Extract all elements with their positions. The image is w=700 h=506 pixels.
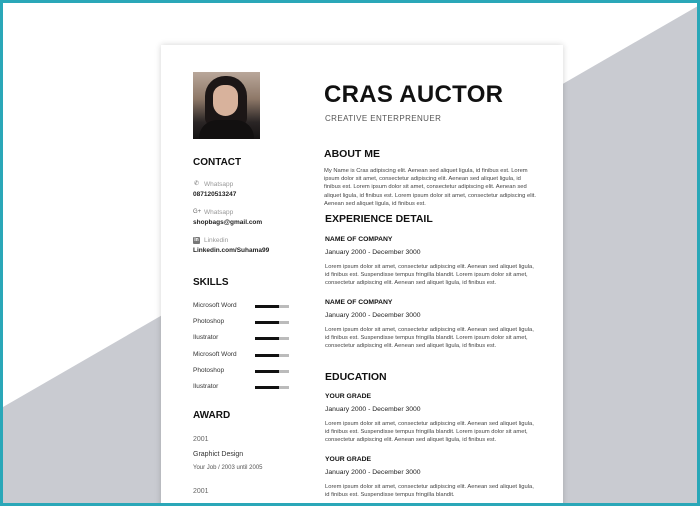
resume-page [161, 45, 563, 506]
company-name: NAME OF COMPANY [325, 236, 393, 243]
about-text: My Name is Cras adipiscing elit. Aenean sed aliquet ligula, id finibus est. Lorem ipsum dolor sit amet, consectetur adipiscing elit. Aenean sed aliquet ligula, id finibus est. Lorem ipsum dolor sit amet, consectetur adipiscing elit. Aenean sed aliquet ligula, id finibus est. Lorem ipsum dolor sit amet, consectetur adipiscing elit. Aenean sed aliquet ligula, id finibus est. [324, 168, 537, 207]
award-name: Graphict Design [193, 451, 244, 458]
about-title: ABOUT ME [324, 148, 380, 160]
skill-level-bar [255, 305, 289, 308]
skill-level-bar [255, 321, 289, 324]
job-dates: January 2000 - December 3000 [325, 249, 421, 256]
grade-name: YOUR GRADE [325, 393, 372, 400]
contact-title: CONTACT [193, 157, 242, 168]
whatsapp-icon: ✆ [193, 181, 200, 187]
contact-label: Whatsapp [204, 181, 234, 188]
skill-item [193, 351, 289, 361]
company-name: NAME OF COMPANY [325, 299, 393, 306]
education-dates: January 2000 - December 3000 [325, 469, 421, 476]
skill-item [193, 302, 289, 312]
skill-item [193, 367, 289, 377]
skill-name: Microsoft Word [193, 302, 237, 309]
award-title: AWARD [193, 410, 231, 421]
award-year: 2001 [193, 436, 209, 443]
skills-title: SKILLS [193, 277, 229, 288]
skill-name: Photoshop [193, 318, 225, 326]
skill-level-bar [255, 354, 289, 357]
education-dates: January 2000 - December 3000 [325, 406, 421, 413]
contact-linkedin [193, 237, 303, 254]
job-dates: January 2000 - December 3000 [325, 312, 421, 319]
grade-name: YOUR GRADE [325, 456, 372, 463]
award-detail: Your Job / 2003 until 2005 [193, 465, 263, 471]
skill-name: Ilustrator [193, 383, 219, 390]
resume-name: CRAS AUCTOR [324, 81, 504, 108]
skill-level-bar [255, 370, 289, 373]
skill-name: Ilustrator [193, 334, 219, 342]
skill-name: Microsoft Word [193, 350, 237, 358]
skill-name: Photoshop [193, 366, 225, 374]
education-description: Lorem ipsum dolor sit amet, consectetur adipiscing elit. Aenean sed aliquet ligula, id finibus est. Suspendisse tempus fringilla blandit. [325, 484, 534, 499]
linkedin-icon: in [194, 237, 199, 243]
profile-photo [193, 72, 260, 139]
contact-label: Linkedin [204, 237, 229, 244]
contact-label: Whatsapp [204, 209, 234, 216]
skill-level-fill [255, 321, 279, 324]
google-plus-icon: G+ [193, 209, 202, 215]
contact-email [193, 209, 303, 226]
skill-item [193, 334, 289, 344]
job-description: Lorem ipsum dolor sit amet, consectetur adipiscing elit. Aenean sed aliquet ligula, id finibus est. Suspendisse tempus fringilla blandit. Lorem ipsum dolor sit amet, consectetur adipiscing elit. Aenean sed aliquet ligula, id finibus est. [325, 327, 534, 350]
skill-level-bar [255, 337, 289, 340]
skill-level-fill [255, 370, 279, 373]
skill-item [193, 383, 289, 393]
contact-value: shopbags@gmail.com [193, 219, 263, 226]
resume-subtitle: CREATIVE ENTERPRENUER [325, 114, 442, 123]
skill-level-fill [255, 305, 279, 308]
education-title: EDUCATION [325, 371, 387, 383]
skill-item [193, 318, 289, 328]
contact-value: Linkedin.com/Suhama99 [193, 247, 270, 254]
skill-level-bar [255, 386, 289, 389]
award-year: 2001 [193, 488, 209, 495]
skill-level-fill [255, 386, 279, 389]
contact-value: 087120513247 [193, 191, 237, 198]
skill-level-fill [255, 337, 279, 340]
experience-title: EXPERIENCE DETAIL [325, 213, 433, 225]
education-description: Lorem ipsum dolor sit amet, consectetur adipiscing elit. Aenean sed aliquet ligula, id finibus est. Suspendisse tempus fringilla blandit. Lorem ipsum dolor sit amet, consectetur adipiscing elit. Aenean sed aliquet ligula, id finibus est. [325, 421, 534, 444]
skill-level-fill [255, 354, 279, 357]
job-description: Lorem ipsum dolor sit amet, consectetur adipiscing elit. Aenean sed aliquet ligula, id finibus est. Suspendisse tempus fringilla blandit. Lorem ipsum dolor sit amet, consectetur adipiscing elit. Aenean sed aliquet ligula, id finibus est. [325, 264, 534, 287]
contact-whatsapp [193, 181, 303, 198]
